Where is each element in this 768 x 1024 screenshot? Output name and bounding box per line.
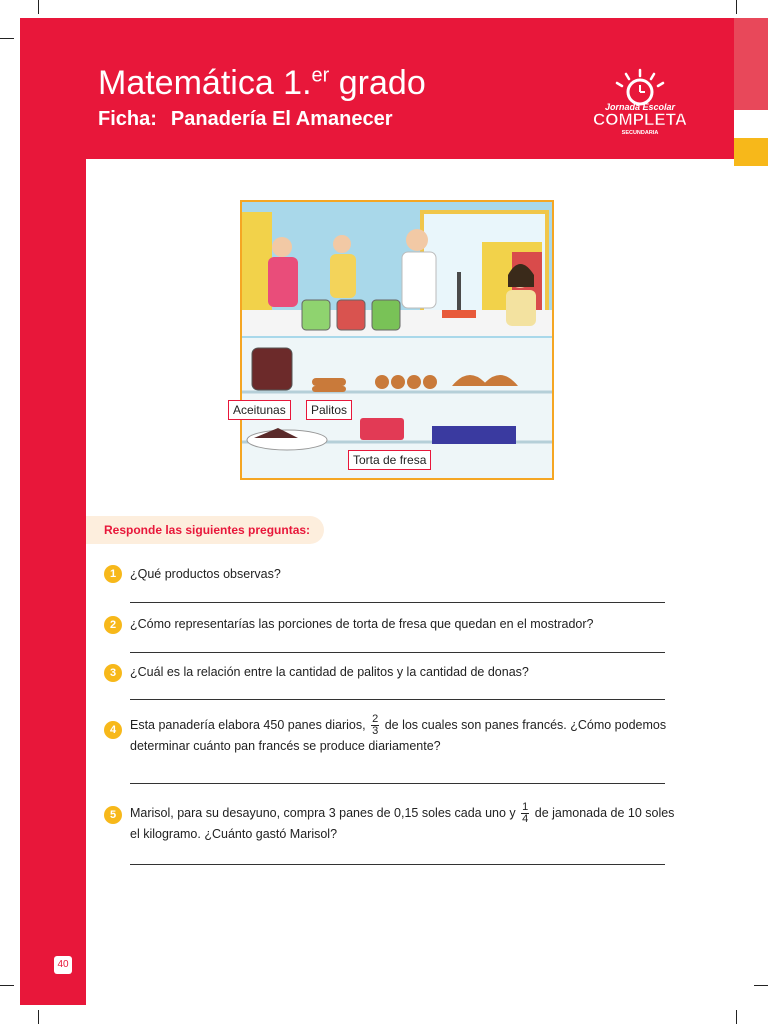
crop-mark xyxy=(736,1010,737,1024)
ficha-label: Ficha: xyxy=(98,108,157,130)
crop-mark xyxy=(736,0,737,14)
label-torta-de-fresa: Torta de fresa xyxy=(348,450,431,470)
bakery-illustration xyxy=(233,200,554,480)
question-text-1: ¿Qué productos observas? xyxy=(130,567,281,581)
fraction-one-quarter: $\frac{1}{4}$ xyxy=(522,801,529,825)
question-4-part-2: de los cuales son panes francés. ¿Cómo podemos xyxy=(384,717,667,732)
question-number-1: 1 xyxy=(104,565,122,583)
question-text-4 xyxy=(130,714,670,755)
question-5-part-1: Marisol, para su desayuno, compra 3 panes de 0,15 soles cada uno y xyxy=(130,805,516,820)
label-aceitunas: Aceitunas xyxy=(228,400,291,420)
svg-text:Jornada Escolar: Jornada Escolar xyxy=(604,102,676,112)
instruction-text: Responde las siguientes preguntas: xyxy=(104,523,311,537)
bakery-scene xyxy=(242,202,552,478)
question-5-line-2: el kilogramo. ¿Cuánto gastó Marisol? xyxy=(130,827,338,841)
crop-mark xyxy=(0,38,14,39)
answer-line-5[interactable] xyxy=(130,864,665,865)
side-tab-red xyxy=(734,18,768,110)
label-palitos: Palitos xyxy=(306,400,352,420)
answer-line-1[interactable] xyxy=(130,602,665,603)
page-title: Matemática 1.$^{er}$ grado xyxy=(98,64,426,102)
worksheet-subtitle xyxy=(98,108,393,131)
question-text-2: ¿Cómo representarías las porciones de torta de fresa que quedan en el mostrador? xyxy=(130,617,594,631)
side-tab-yellow xyxy=(734,138,768,166)
jornada-escolar-logo xyxy=(590,66,690,138)
crop-mark xyxy=(38,0,39,14)
question-5-part-2: de jamonada de 10 soles xyxy=(534,805,675,820)
crop-mark xyxy=(0,985,14,986)
answer-line-4[interactable] xyxy=(130,783,665,784)
svg-text:SECUNDARIA: SECUNDARIA xyxy=(621,130,659,136)
answer-line-2[interactable] xyxy=(130,652,665,653)
answer-line-3[interactable] xyxy=(130,699,665,700)
question-text-3: ¿Cuál es la relación entre la cantidad de palitos y la cantidad de donas? xyxy=(130,665,529,679)
question-4-line-2: determinar cuánto pan francés se produce diariamente? xyxy=(130,739,441,753)
question-number-5: 5 xyxy=(104,806,122,824)
fraction-two-thirds: $\frac{2}{3}$ xyxy=(372,713,379,737)
ficha-name: Panadería El Amanecer xyxy=(170,108,393,130)
question-number-3: 3 xyxy=(104,664,122,682)
question-number-2: 2 xyxy=(104,616,122,634)
crop-mark xyxy=(38,1010,39,1024)
svg-text:COMPLETA: COMPLETA xyxy=(592,110,688,129)
question-4-part-1: Esta panadería elabora 450 panes diarios, xyxy=(130,717,366,732)
question-text-5 xyxy=(130,801,675,843)
page-number: 40 xyxy=(54,956,72,974)
crop-mark xyxy=(754,985,768,986)
left-margin-band xyxy=(20,159,86,1005)
question-number-4: 4 xyxy=(104,721,122,739)
